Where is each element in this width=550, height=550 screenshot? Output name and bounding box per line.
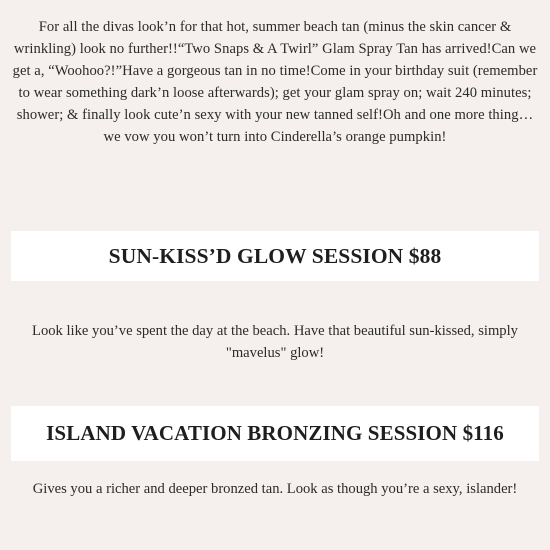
session-description: Look like you’ve spent the day at the beach. Have that beautiful sun-kissed, simply "mavelus" glow!: [32, 323, 518, 361]
session-title: SUN-KISS’D GLOW SESSION $88: [108, 243, 442, 268]
session-banner-island-vacation: [11, 406, 539, 461]
session-title: ISLAND VACATION BRONZING SESSION $116: [46, 421, 504, 445]
intro-paragraph: For all the divas look’n for that hot, summer beach tan (minus the skin cancer & wrinkling) look no further!!“Two Snaps & A Twirl” Glam Spray Tan has arrived!Can we get a, “Woohoo?!”Have a gorgeous tan in no time!Come in your birthday suit (remember to wear something dark’n loose afterwards); get your glam spray on; wait 240 minutes; shower; & finally look cute’n sexy with your new tanned self!Oh and one more thing…we vow you won’t turn into Cinderella’s orange pumpkin!: [12, 19, 538, 145]
session-description: Gives you a richer and deeper bronzed tan. Look as though you’re a sexy, islander!: [32, 481, 518, 497]
session-banner-sun-kissd-glow: [11, 231, 539, 281]
